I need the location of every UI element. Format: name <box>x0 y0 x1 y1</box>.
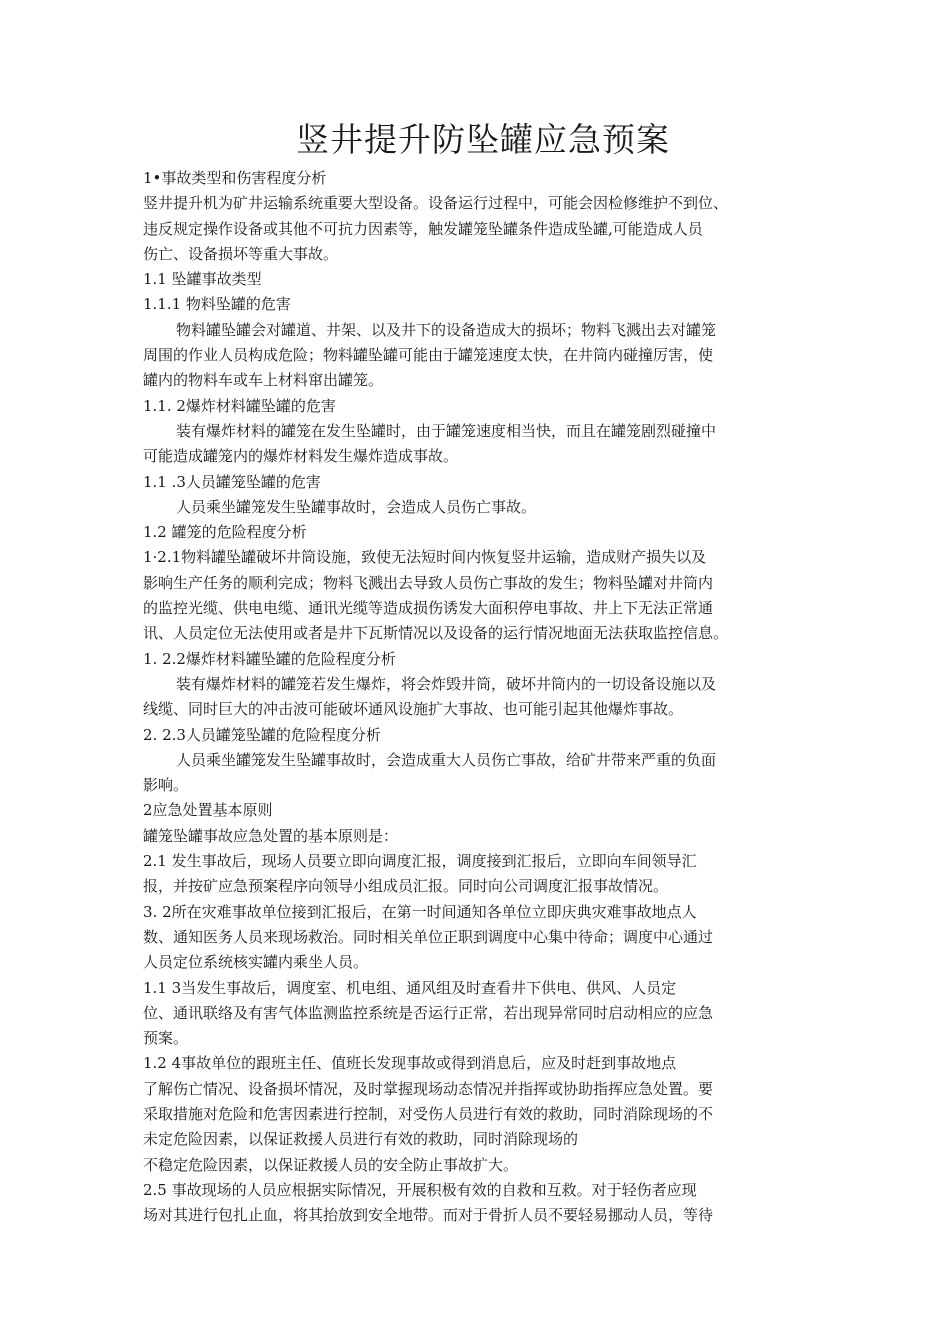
text-line: 报，并按矿应急预案程序向领导小组成员汇报。同时向公司调度汇报事故情况。 <box>143 877 669 896</box>
text-line: 罐内的物料车或车上材料窜出罐笼。 <box>143 371 384 390</box>
text-line: 了解伤亡情况、设备损坏情况，及时掌握现场动态情况并指挥或协助指挥应急处置。要 <box>143 1079 714 1098</box>
text-line: 周围的作业人员构成危险；物料罐坠罐可能由于罐笼速度太快，在井筒内碰撞厉害，使 <box>143 346 714 365</box>
text-line: 1.1.1 物料坠罐的危害 <box>143 295 291 314</box>
text-line: 讯、人员定位无法使用或者是井下瓦斯情况以及设备的运行情况地面无法获取监控信息。 <box>143 624 729 643</box>
text-line: 可能造成罐笼内的爆炸材料发生爆炸造成事故。 <box>143 447 459 466</box>
text-line: 物料罐坠罐会对罐道、井架、以及井下的设备造成大的损坏；物料飞溅出去对罐笼 <box>176 320 717 339</box>
text-line: 场对其进行包扎止血，将其抬放到安全地带。而对于骨折人员不要轻易挪动人员，等待 <box>143 1206 714 1225</box>
text-line: 人员乘坐罐笼发生坠罐事故时，会造成人员伤亡事故。 <box>176 497 537 516</box>
text-line: 未定危险因素，以保证救援人员进行有效的救助，同时消除现场的 <box>143 1130 579 1149</box>
text-line: 1.1. 2爆炸材料罐坠罐的危害 <box>143 396 336 415</box>
text-line: 竖井提升机为矿井运输系统重要大型设备。设备运行过程中，可能会因检修维护不到位、 <box>143 194 729 213</box>
text-line: 3. 2所在灾难事故单位接到汇报后，在第一时间通知各单位立即庆典灾难事故地点人 <box>143 902 697 921</box>
text-line: 2. 2.3人员罐笼坠罐的危险程度分析 <box>143 725 381 744</box>
text-line: 2.1 发生事故后，现场人员要立即向调度汇报，调度接到汇报后，立即向车间领导汇 <box>143 852 697 871</box>
text-line: 2应急处置基本原则 <box>143 801 273 820</box>
text-line: 位、通讯联络及有害气体监测监控系统是否运行正常，若出现异常同时启动相应的应急 <box>143 1003 714 1022</box>
text-line: 1.1 3当发生事故后，调度室、机电组、通风组及时查看井下供电、供风、人员定 <box>143 978 677 997</box>
text-line: 违反规定操作设备或其他不可抗力因素等，触发罐笼坠罐条件造成坠罐,可能造成人员 <box>143 219 703 238</box>
text-line: 预案。 <box>143 1029 189 1048</box>
page-title: 竖井提升防坠罐应急预案 <box>296 120 670 159</box>
text-line: 1.1 坠罐事故类型 <box>143 270 262 289</box>
document-page <box>143 116 823 1228</box>
text-line: 不稳定危险因素，以保证救援人员的安全防止事故扩大。 <box>143 1155 519 1174</box>
text-line: 2.5 事故现场的人员应根据实际情况，开展积极有效的自救和互救。对于轻伤者应现 <box>143 1180 697 1199</box>
text-line: 线缆、同时巨大的冲击波可能破坏通风设施扩大事故、也可能引起其他爆炸事故。 <box>143 700 684 719</box>
text-line: 的监控光缆、供电电缆、通讯光缆等造成损伤诱发大面积停电事故、井上下无法正常通 <box>143 599 714 618</box>
document-body <box>143 166 823 1228</box>
text-line: 1. 2.2爆炸材料罐坠罐的危险程度分析 <box>143 649 396 668</box>
text-line: 装有爆炸材料的罐笼若发生爆炸，将会炸毁井筒，破坏井筒内的一切设备设施以及 <box>176 674 717 693</box>
text-line: 1.2 4事故单位的跟班主任、值班长发现事故或得到消息后，应及时赶到事故地点 <box>143 1054 677 1073</box>
text-line: 采取措施对危险和危害因素进行控制，对受伤人员进行有效的救助，同时消除现场的不 <box>143 1104 714 1123</box>
text-line: 人员定位系统核实罐内乘坐人员。 <box>143 953 369 972</box>
text-line: 伤亡、设备损坏等重大事故。 <box>143 244 339 263</box>
text-line: 1.2 罐笼的危险程度分析 <box>143 523 307 542</box>
text-line: 数、通知医务人员来现场救治。同时相关单位正职到调度中心集中待命；调度中心通过 <box>143 927 714 946</box>
text-line: 影响生产任务的顺利完成；物料飞溅出去导致人员伤亡事故的发生；物料坠罐对井筒内 <box>143 573 714 592</box>
text-line: 影响。 <box>143 776 189 795</box>
text-line: 人员乘坐罐笼发生坠罐事故时，会造成重大人员伤亡事故，给矿井带来严重的负面 <box>176 750 717 769</box>
text-line: 1·2.1物料罐坠罐破坏井筒设施，致使无法短时间内恢复竖井运输，造成财产损失以及 <box>143 548 707 567</box>
text-line: 装有爆炸材料的罐笼在发生坠罐时，由于罐笼速度相当快，而且在罐笼剧烈碰撞中 <box>176 421 717 440</box>
text-line: 1•事故类型和伤害程度分析 <box>143 169 327 187</box>
text-line: 1.1 .3人员罐笼坠罐的危害 <box>143 472 321 491</box>
text-line: 罐笼坠罐事故应急处置的基本原则是： <box>143 826 399 845</box>
